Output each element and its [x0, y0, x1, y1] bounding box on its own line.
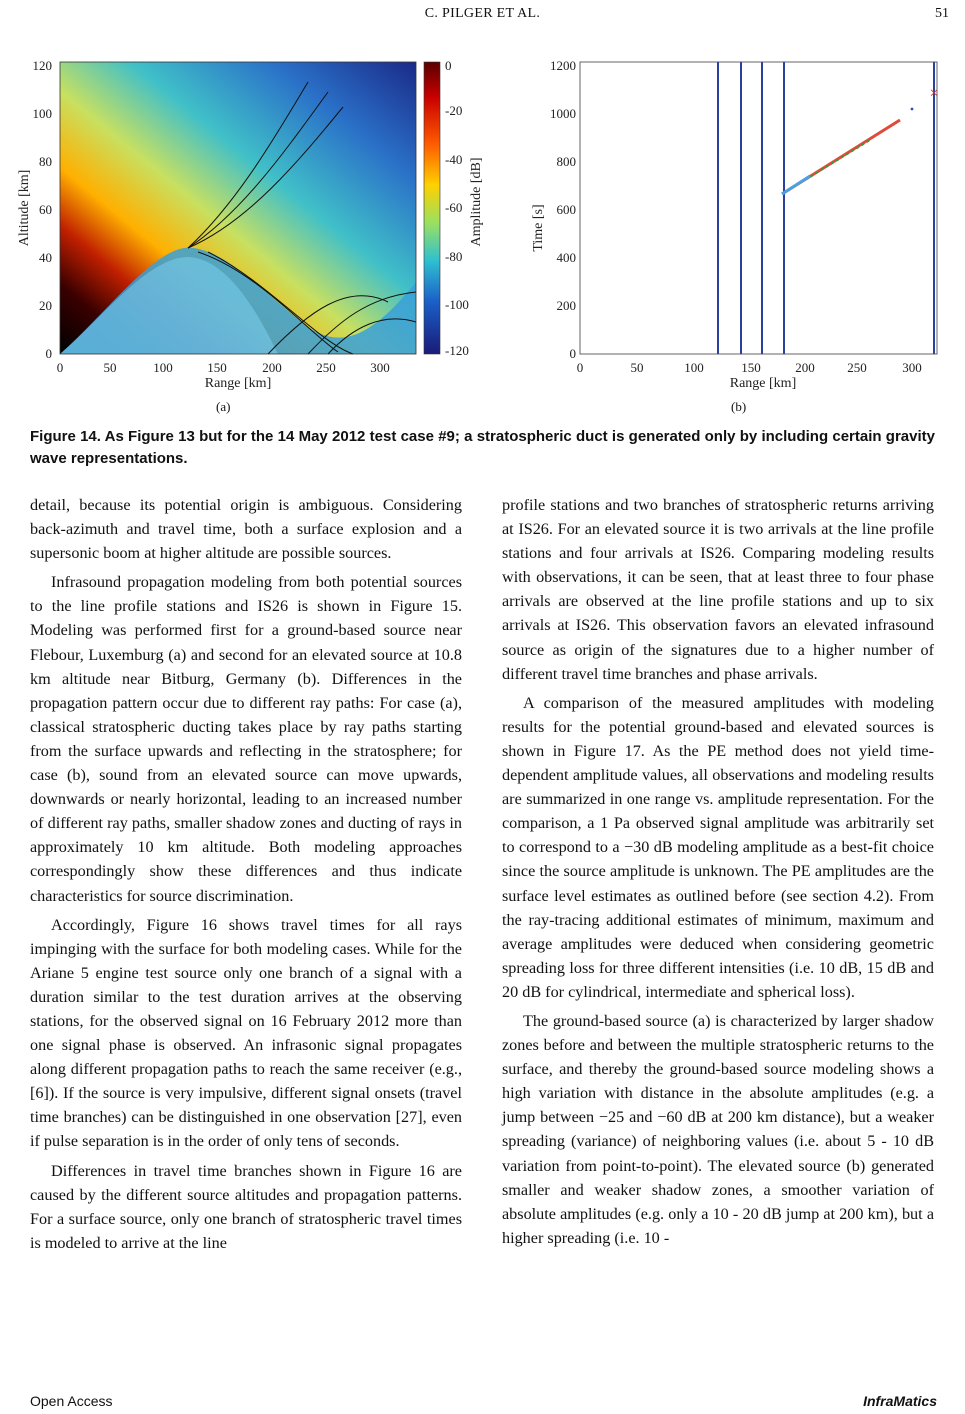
a-ytick-100: 100 — [32, 106, 52, 121]
a-cbar-tick-100: -100 — [445, 297, 469, 312]
b-xtick-0: 0 — [576, 360, 584, 375]
a-ytick-60: 60 — [39, 202, 52, 217]
figure-caption: Figure 14. As Figure 13 but for the 14 May 2012 test case #9; a stratospheric duct is generated only by including certain gravity wave representations. — [30, 428, 935, 467]
a-colorbar — [424, 58, 484, 358]
paragraph: Accordingly, Figure 16 shows travel times for all rays impinging with the surface for both modeling cases. While for the Ariane 5 engine test source only one branch of a signal with a duration similar to the test duration arrives at the observing stations, for the observed signal on 16 February 2012 more than one signal phase is observed. An infrasonic signal propagates along different propagation paths to reach the same receiver (e.g., [6]). If the source is very impulsive, different signal onsets (travel time branches) can be distinguished in one observation [27], even if pulse separation is in the order of only tens of seconds. — [30, 915, 462, 1151]
a-ytick-20: 20 — [39, 298, 52, 313]
paragraph: A comparison of the measured amplitudes with modeling results for the potential ground-based and elevated sources is shown in Figure 17. As the PE method does not yield time-dependent amplitude values, all observations and modeling results are summarized in one range vs. amplitude representation. For the comparison, a 1 Pa observed signal amplitude was arbitrarily set to correspond to a −30 dB modeling amplitude as a best-fit choice since the source amplitude is unknown. The PE amplitudes are the surface level estimates as outlined before (see section 4.2). From the ray-tracing additional estimates of minimum, maximum and average amplitudes were deduced when considering geometric spreading loss for three different intensities (i.e. 10 dB, 15 dB and 20 dB for cylindrical, intermediate and spherical loss). — [502, 693, 934, 1001]
paragraph: Differences in travel time branches shown in Figure 16 are caused by the different source altitudes and propagation patterns. For a surface source, only one branch of stratospheric travel times is modeled to arrive at the line — [30, 1161, 462, 1252]
a-xtick-200: 200 — [262, 360, 282, 375]
b-ytick-200: 200 — [556, 298, 576, 313]
figure-a-label: (a) — [216, 399, 231, 414]
page-number: 51 — [935, 6, 949, 21]
b-ytick-400: 400 — [556, 250, 576, 265]
b-xtick-200: 200 — [795, 360, 815, 375]
left-column — [30, 493, 462, 1260]
a-cbar-tick-120: -120 — [445, 343, 469, 358]
a-colorbar-label: Amplitude [dB] — [469, 157, 484, 247]
a-ytick-0: 0 — [45, 346, 52, 361]
a-xtick-0: 0 — [56, 360, 64, 375]
footer-open-access: Open Access — [30, 1393, 113, 1409]
figure-a-altitude-amplitude-plot — [8, 52, 486, 392]
b-y-axis-label: Time [s] — [531, 204, 546, 252]
svg-text:×: × — [929, 85, 939, 102]
b-xtick-100: 100 — [684, 360, 704, 375]
b-xtick-150: 150 — [741, 360, 761, 375]
a-cbar-tick-40: -40 — [445, 152, 463, 167]
b-ytick-600: 600 — [556, 202, 576, 217]
a-xtick-300: 300 — [370, 360, 390, 375]
a-ytick-80: 80 — [39, 154, 52, 169]
b-ytick-1200: 1200 — [550, 58, 576, 73]
b-xtick-300: 300 — [902, 360, 922, 375]
a-cbar-tick-0: 0 — [445, 58, 452, 73]
paragraph: The ground-based source (a) is characterized by larger shadow zones before and between the multiple stratospheric returns to the surface, and thereby the ground-based source modeling shows a high variation with distance in the absolute amplitudes (e.g. a jump between −25 and −60 dB at 200 km distance), but a weaker spreading (variance) of neighboring values (i.e. about 5 - 10 dB variation from point-to-point). The elevated source (b) generated smaller and weaker shadow zones, a smoother variation of absolute amplitudes (e.g. only a 10 - 20 dB jump at 200 km), but a higher spreading (i.e. 10 - — [502, 1011, 934, 1247]
running-header — [0, 6, 965, 28]
a-cbar-tick-60: -60 — [445, 200, 463, 215]
figure-b-travel-time-plot — [520, 52, 960, 392]
a-y-axis-label: Altitude [km] — [17, 169, 32, 247]
a-xtick-100: 100 — [153, 360, 173, 375]
a-xtick-150: 150 — [207, 360, 227, 375]
b-xtick-250: 250 — [847, 360, 867, 375]
a-cbar-tick-80: -80 — [445, 249, 463, 264]
b-ytick-1000: 1000 — [550, 106, 576, 121]
paragraph: detail, because its potential origin is ambiguous. Considering back-azimuth and travel time, both a surface explosion and a supersonic boom at higher altitude are possible sources. — [30, 496, 462, 563]
paragraph: Infrasound propagation modeling from both potential sources to the line profile stations and IS26 is shown in Figure 15. Modeling was performed first for a ground-based source near Flebour, Luxemburg (a) and second for an elevated source at 10.8 km altitude near Bitburg, Germany (b). Differences in the propagation pattern occur due to different ray paths: For case (a), classical stratospheric ducting takes place by ray paths starting from the surface upwards and reflecting in the stratosphere; for case (b), sound from an elevated source can move upwards, downwards or nearly horizontal, leading to an increased number of different ray paths, smaller shadow zones and ducting of rays in approximately 10 km altitude. Both modeling approaches correspondingly show these differences and thus indicate characteristics for source discrimination. — [30, 573, 462, 905]
figure-b-label: (b) — [731, 399, 747, 414]
a-xtick-250: 250 — [316, 360, 336, 375]
b-x-axis-label: Range [km] — [729, 376, 797, 391]
right-column — [502, 493, 934, 1255]
paragraph: profile stations and two branches of stratospheric returns arriving at IS26. For an elevated source it is two arrivals at the line profile stations and four arrivals at IS26. Comparing modeling results with observations, it can be seen, that at least three to four phase arrivals are observed at the line profile stations and up to six arrivals at IS26. This observation favors an elevated infrasound source as origin of the signatures due to a higher number of different travel time branches and phase arrivals. — [502, 496, 934, 683]
b-ytick-0: 0 — [569, 346, 576, 361]
b-ytick-800: 800 — [556, 154, 576, 169]
a-xtick-50: 50 — [103, 360, 117, 375]
a-cbar-tick-20: -20 — [445, 103, 463, 118]
a-ytick-120: 120 — [32, 58, 52, 73]
running-title: C. PILGER ET AL. — [424, 6, 541, 21]
b-xtick-50: 50 — [630, 360, 644, 375]
footer-journal-name: InfraMatics — [863, 1393, 937, 1409]
a-ytick-40: 40 — [39, 250, 52, 265]
a-x-axis-label: Range [km] — [204, 376, 272, 391]
